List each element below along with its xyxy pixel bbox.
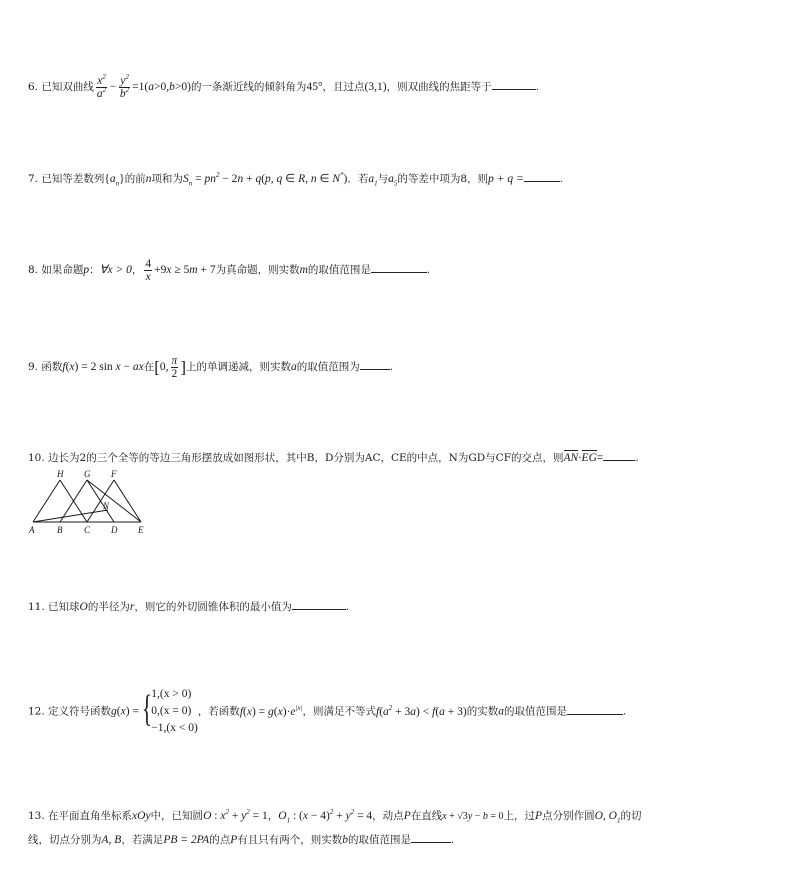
q12-g-def: g(x) = bbox=[111, 705, 139, 718]
vector-eg: EG bbox=[581, 452, 597, 464]
label-h: H bbox=[57, 469, 64, 479]
label-d: D bbox=[111, 525, 118, 535]
q10-number: 10. bbox=[28, 452, 45, 464]
label-a: A bbox=[29, 525, 35, 535]
question-13-line-2: 线，切点分别为A, B，若满足PB = 2PA的点P有且只有两个，则实数b的取值范围是 . bbox=[28, 834, 455, 846]
question-10: 10. 边长为2的三个全等的等边三角形摆放成如图形状，其中B，D分别为AC，CE的中点，N为GD与CF的交点，则AN·EG= . bbox=[28, 452, 639, 464]
question-11: 11. 已知球O的半径为r，则它的外切圆锥体积的最小值为 . bbox=[28, 601, 350, 613]
q11-number: 11. bbox=[28, 601, 45, 613]
question-7: 7. 已知等差数列$\{a_n\}$的前n项和为$S_n = pn^2 - 2n + q(p$, q ∈ R, n ∈ N*)．若$a_1$与$a_5$的等差中项为8，则p + q = . bbox=[28, 171, 564, 188]
question-8: 8. 如果命题p：∀x > 0， $\frac{4}{x}$ +9x ≥ 5m + 7为真命题，则实数m的取值范围是 . bbox=[28, 258, 431, 283]
q8-inequality: $\frac{4}{x}$ +9x ≥ 5m + 7 bbox=[145, 258, 216, 283]
q13-circle-o1: $O_1$ : $(x - 4)^2 + y^2 = 4$ bbox=[278, 808, 373, 825]
question-6: 6. 已知双曲线 $\frac{x^2}{a^2}$ − $\frac{y^2}{b^2}$ =1(a>0,b>0)的一条渐近线的倾斜角为45°，且过点(3,1)，则双曲线的焦距等于 . bbox=[28, 73, 539, 100]
q7-a1: $a_1$ bbox=[368, 173, 378, 188]
q13-line: x + √3y − b = 0 bbox=[442, 811, 504, 822]
question-13: 13. 在平面直角坐标系xOy中，已知圆O : $x^2 + y^2 = 1$，$O_1$ : $(x - 4)^2 + y^2 = 4$，动点P在直线x + √3y − b = 0上，过P点分别作圆O, $O_1$的切 bbox=[28, 808, 642, 825]
q12-number: 12. bbox=[28, 705, 45, 718]
answer-blank[interactable] bbox=[360, 359, 390, 370]
answer-blank[interactable] bbox=[524, 171, 560, 182]
question-9: 9. 函数f(x) = 2 sin x − ax在[0, $\frac{\pi}{2}$ ]上的单调递减，则实数a的取值范围为 . bbox=[28, 355, 394, 380]
q7-a5: $a_5$ bbox=[388, 173, 398, 188]
q8-number: 8. bbox=[28, 264, 39, 277]
q6-angle: 45° bbox=[306, 81, 323, 94]
question-12: 12. 定义符号函数g(x) = { 1,(x > 0) 0,(x = 0) −1,(x < 0) ，若函数$f(x) = g(x)\cdot e^{|x|}$，则满足不等式$f(a^2 + 3a) < f(a + 3)$的实数a的取值范围是 . bbox=[28, 686, 626, 737]
q9-interval: [0, $\frac{\pi}{2}$ ] bbox=[154, 355, 186, 380]
segment-an bbox=[33, 510, 108, 522]
q13-condition: PB = 2PA bbox=[163, 834, 210, 846]
answer-blank[interactable] bbox=[411, 832, 451, 843]
q12-inequality: $f(a^2 + 3a) < f(a + 3)$ bbox=[376, 703, 467, 718]
q9-function: f(x) = 2 sin x − ax bbox=[62, 361, 144, 374]
segment-eg bbox=[87, 480, 141, 522]
label-n: N bbox=[103, 501, 110, 511]
q12-piecewise: { 1,(x > 0) 0,(x = 0) −1,(x < 0) bbox=[142, 688, 198, 734]
q7-number: 7. bbox=[28, 173, 39, 185]
q8-forall: ∀x > 0 bbox=[99, 264, 132, 277]
q13-number: 13. bbox=[28, 810, 45, 822]
answer-blank[interactable] bbox=[292, 599, 346, 610]
triangle-figure bbox=[28, 466, 158, 536]
q6-number: 6. bbox=[28, 81, 39, 94]
q9-number: 9. bbox=[28, 361, 39, 374]
answer-blank[interactable] bbox=[492, 79, 536, 90]
q13-circles: O, $O_1$ bbox=[594, 810, 621, 825]
q12-f-def: $f(x) = g(x)\cdot e^{|x|}$ bbox=[239, 703, 303, 718]
q6-point: (3,1) bbox=[364, 81, 387, 94]
label-c: C bbox=[84, 525, 91, 535]
q10-text: 边长为2的三个全等的等边三角形摆放成如图形状，其中B，D分别为AC，CE的中点，N为GD与CF的交点，则 bbox=[48, 452, 564, 464]
q13-circle-o: O : $x^2 + y^2 = 1$ bbox=[203, 808, 268, 822]
label-e: E bbox=[138, 525, 144, 535]
label-g: G bbox=[84, 469, 91, 479]
answer-blank[interactable] bbox=[567, 704, 623, 715]
q6-hyperbola-formula: $\frac{x^2}{a^2}$ − $\frac{y^2}{b^2}$ =1(a>0,b>0) bbox=[96, 73, 191, 100]
q7-sequence: $\{a_n\}$ bbox=[104, 173, 125, 188]
label-f: F bbox=[111, 469, 117, 479]
q7-target: p + q = bbox=[488, 173, 524, 185]
answer-blank[interactable] bbox=[603, 450, 635, 461]
vector-an: AN bbox=[563, 452, 579, 464]
answer-blank[interactable] bbox=[371, 262, 427, 273]
q7-sum-formula: $S_n = pn^2 - 2n + q(p$, q ∈ R, n ∈ N*) bbox=[182, 171, 348, 188]
label-b: B bbox=[57, 525, 63, 535]
